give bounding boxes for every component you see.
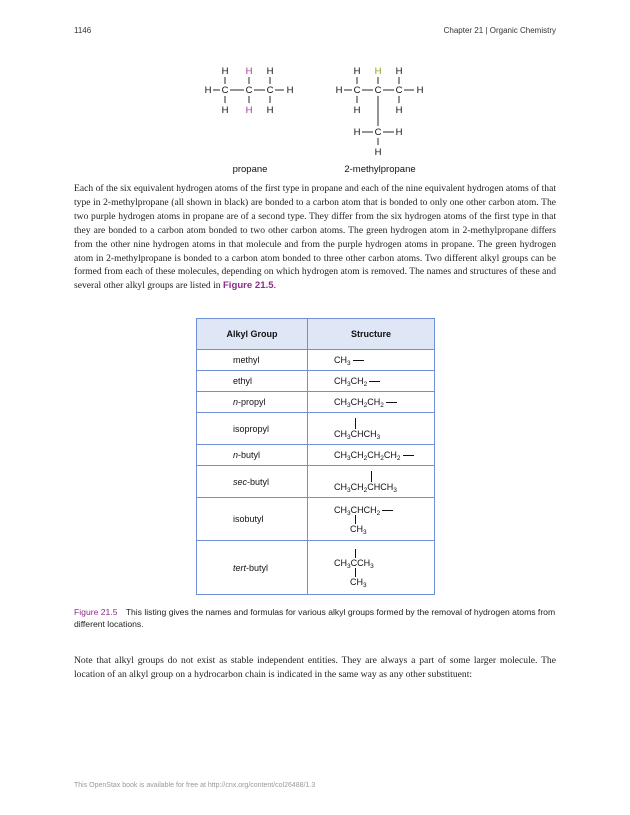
alkyl-groups-table xyxy=(196,318,435,595)
methylpropane-label: 2-methylpropane xyxy=(344,164,416,175)
atom-h: H xyxy=(395,66,403,77)
paragraph-end: . xyxy=(273,280,276,292)
atom-c: C xyxy=(353,85,361,96)
atom-h: H xyxy=(286,85,294,96)
figure-caption xyxy=(74,606,556,630)
figure-link[interactable]: Figure 21.5 xyxy=(222,280,274,292)
atom-h: H xyxy=(416,85,424,96)
caption-text: This listing gives the names and formulas for various alkyl groups formed by the removal of hydrogen atoms from different locations. xyxy=(74,607,556,629)
paragraph-text: Each of the six equivalent hydrogen atoms of the first type in propane and each of the nine equivalent hydrogen atoms of that type in 2-methylpropane (all shown in black) are bonded to a carbon atom that is bonded to only one other carbon atom. The two purple hydrogen atoms in propane are of a second type. They differ from the six hydrogen atoms of the first type in that they are bonded to a carbon atom bonded to two other carbon atoms. The green hydrogen atom in 2-methylpropane differs from the other nine hydrogen atoms in that molecule and from the purple hydrogen atoms in propane. The green hydrogen atom in 2-methylpropane is bonded to a carbon atom bonded to three other carbon atoms. Two different alkyl groups can be formed from each of these molecules, depending on which hydrogen atom is removed. The names and structures of these and several other alkyl groups are listed in xyxy=(74,183,556,292)
atom-h-green: H xyxy=(374,66,382,77)
atom-h: H xyxy=(353,105,361,116)
table-row xyxy=(197,371,435,392)
propane-label: propane xyxy=(232,164,268,175)
atom-h: H xyxy=(266,105,274,116)
group-name: n-butyl xyxy=(197,445,308,466)
group-name: tert-butyl xyxy=(197,541,308,595)
page-footer: This OpenStax book is available for free at http://cnx.org/content/col26488/1.3 xyxy=(74,782,316,789)
group-structure: $CH_3CH_2CH_2CH_2$ xyxy=(308,445,435,466)
group-structure: $CH_3CH_2CH_2$ xyxy=(308,392,435,413)
atom-h: H xyxy=(204,85,212,96)
atom-h: H xyxy=(335,85,343,96)
atom-c: C xyxy=(245,85,253,96)
header-structure: Structure xyxy=(308,319,435,350)
atom-c: C xyxy=(374,127,382,138)
caption-label: Figure 21.5 xyxy=(74,607,118,617)
table-row xyxy=(197,541,435,595)
atom-h-purple: H xyxy=(245,66,253,77)
methylpropane-structure xyxy=(330,60,430,160)
body-paragraph-2 xyxy=(74,654,556,682)
group-structure: $CH_3CH_2CHCH_3$ xyxy=(308,466,435,498)
atom-h: H xyxy=(221,66,229,77)
atom-h: H xyxy=(374,147,382,158)
atom-h-purple: H xyxy=(245,105,253,116)
group-structure: $CH_3CHCH_2$ $CH_3$ xyxy=(308,498,435,541)
running-header xyxy=(444,26,556,35)
body-paragraph xyxy=(74,182,556,293)
chapter-label: Chapter 21 xyxy=(443,26,484,35)
atom-h: H xyxy=(266,66,274,77)
atom-c: C xyxy=(374,85,382,96)
table-header-row xyxy=(197,319,435,350)
atom-h: H xyxy=(395,105,403,116)
group-structure: $CH_3CHCH_3$ xyxy=(308,413,435,445)
atom-c: C xyxy=(395,85,403,96)
group-name: ethyl xyxy=(197,371,308,392)
table-row xyxy=(197,413,435,445)
atom-c: C xyxy=(266,85,274,96)
table-row xyxy=(197,498,435,541)
atom-c: C xyxy=(221,85,229,96)
propane-structure xyxy=(200,60,300,120)
group-structure: $CH_3CH_2$ xyxy=(308,371,435,392)
group-name: n-propyl xyxy=(197,392,308,413)
page-number: 1146 xyxy=(74,26,92,35)
atom-h: H xyxy=(353,66,361,77)
header-alkyl-group: Alkyl Group xyxy=(197,319,308,350)
section-label: Organic Chemistry xyxy=(489,26,556,35)
atom-h: H xyxy=(221,105,229,116)
group-name: isopropyl xyxy=(197,413,308,445)
table-row xyxy=(197,350,435,371)
group-name: methyl xyxy=(197,350,308,371)
table-row xyxy=(197,392,435,413)
paragraph-text: Note that alkyl groups do not exist as stable independent entities. They are always a part of some larger molecule. The location of an alkyl group on a hydrocarbon chain is indicated in the same way as any other substituent: xyxy=(74,655,556,680)
header-separator: | xyxy=(485,26,488,35)
atom-h: H xyxy=(353,127,361,138)
atom-h: H xyxy=(395,127,403,138)
table-row xyxy=(197,445,435,466)
group-name: sec-butyl xyxy=(197,466,308,498)
group-name: isobutyl xyxy=(197,498,308,541)
group-structure: $CH_3$ xyxy=(308,350,435,371)
table-row xyxy=(197,466,435,498)
group-structure: $CH_3CCH_3$ $CH_3$ xyxy=(308,541,435,595)
